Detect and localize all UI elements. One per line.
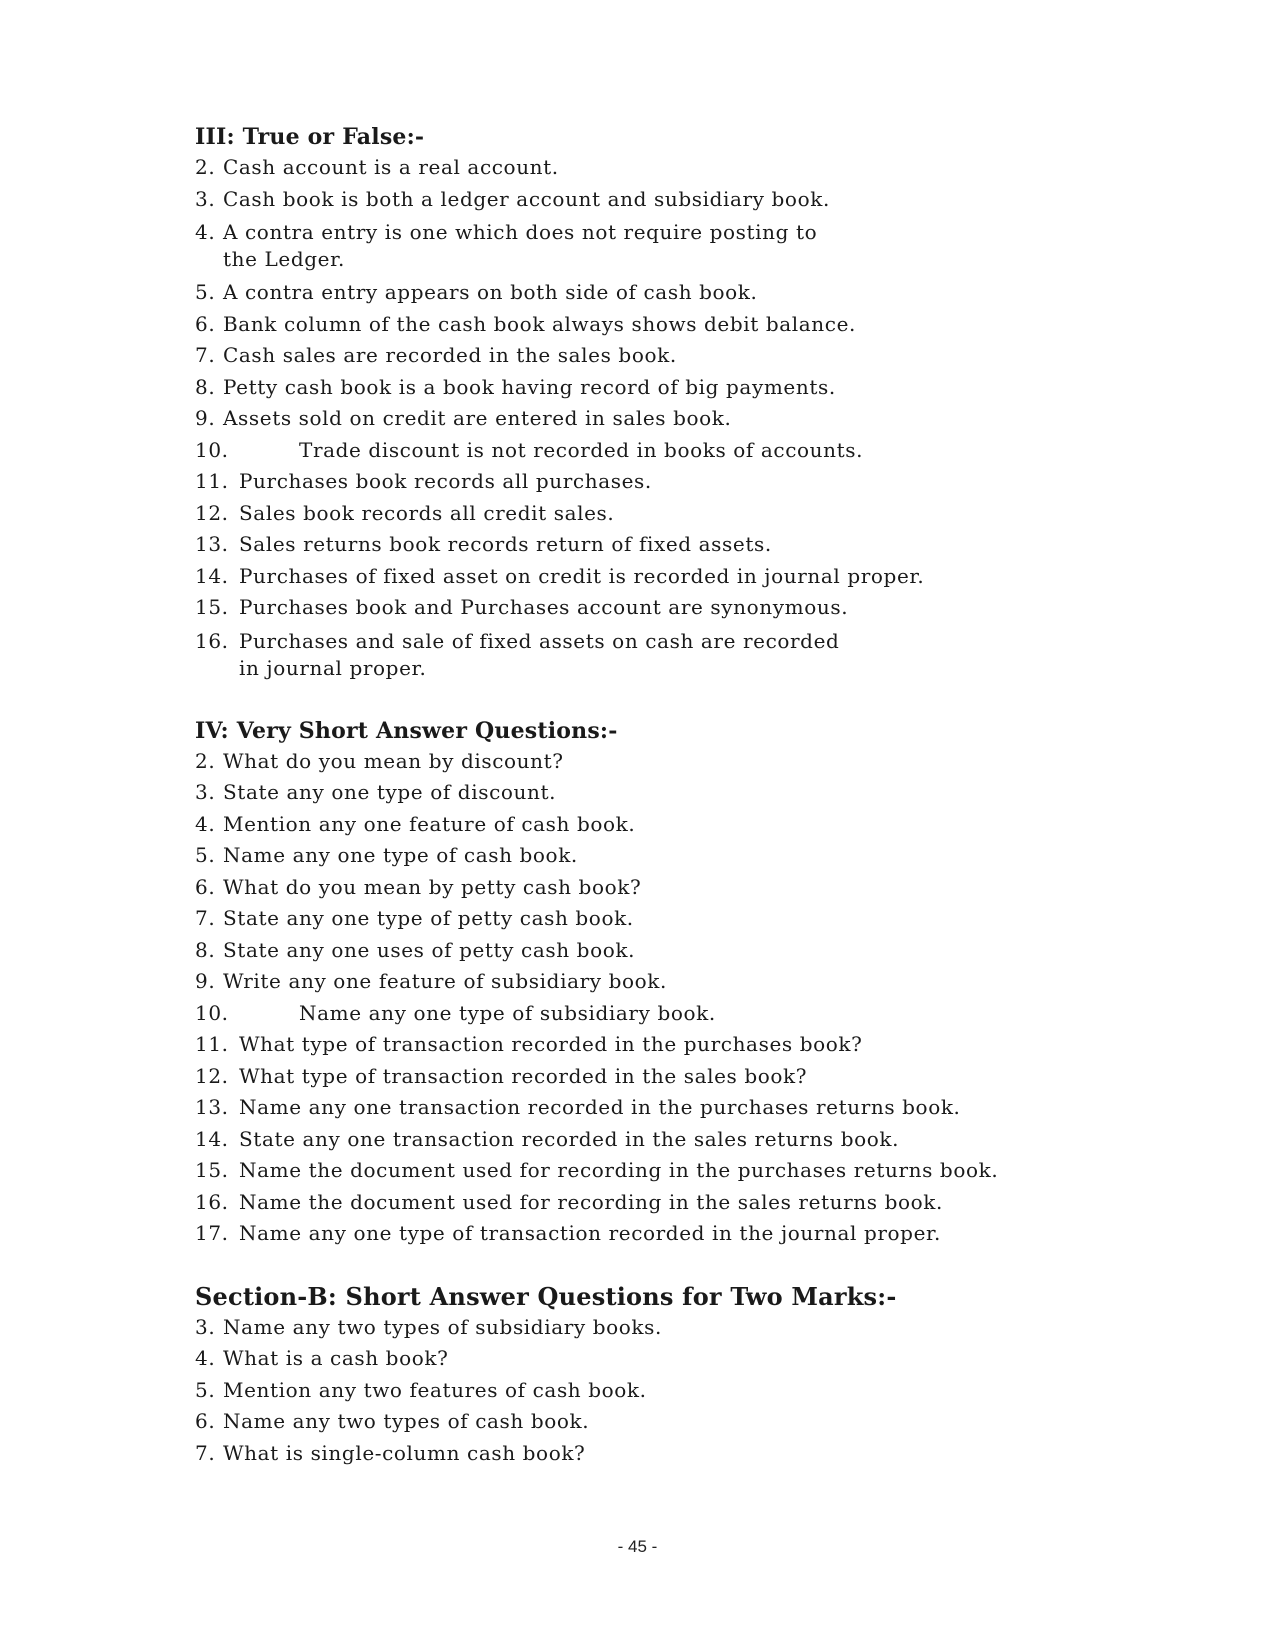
list-item bbox=[195, 372, 1075, 404]
list-item bbox=[195, 1092, 1075, 1124]
item-number: 16. bbox=[195, 628, 229, 653]
item-number: 17. bbox=[195, 1221, 229, 1245]
item-text: Cash sales are recorded in the sales book. bbox=[223, 343, 677, 367]
item-number: 14. bbox=[195, 563, 229, 588]
section-heading-very-short-answer: IV: Very Short Answer Questions:- bbox=[195, 717, 618, 744]
item-text-continuation: the Ledger. bbox=[223, 247, 345, 271]
short-answer-list bbox=[195, 1312, 1075, 1470]
item-text: Mention any two features of cash book. bbox=[223, 1377, 647, 1402]
item-text: What do you mean by petty cash book? bbox=[223, 874, 642, 899]
item-text: Name any one transaction recorded in the purchases returns book. bbox=[239, 1095, 961, 1119]
list-item bbox=[195, 1029, 1075, 1061]
item-text bbox=[223, 219, 817, 273]
item-number: 12. bbox=[195, 500, 229, 525]
item-text: Purchases book records all purchases. bbox=[239, 469, 652, 493]
item-number: 6. bbox=[195, 311, 216, 336]
list-item bbox=[195, 1406, 1075, 1438]
item-number: 6. bbox=[195, 874, 216, 899]
item-number: 9. bbox=[195, 969, 216, 993]
true-or-false-list bbox=[195, 152, 1075, 686]
list-item bbox=[195, 466, 1075, 498]
item-number: 2. bbox=[195, 748, 216, 773]
item-text bbox=[239, 628, 839, 682]
item-text: Sales book records all credit sales. bbox=[239, 500, 615, 525]
item-text: Cash book is both a ledger account and subsidiary book. bbox=[223, 186, 830, 211]
list-item bbox=[195, 1124, 1075, 1156]
item-number: 10. bbox=[195, 437, 229, 462]
list-item bbox=[195, 184, 1075, 216]
list-item bbox=[195, 872, 1075, 904]
very-short-answer-list bbox=[195, 746, 1075, 1250]
item-number: 4. bbox=[195, 220, 216, 244]
list-item bbox=[195, 1187, 1075, 1219]
item-text: Name the document used for recording in the purchases returns book. bbox=[239, 1158, 999, 1182]
section-heading-true-or-false: III: True or False:- bbox=[195, 124, 425, 150]
item-text: Write any one feature of subsidiary book. bbox=[223, 969, 667, 993]
item-number: 13. bbox=[195, 1095, 229, 1119]
list-item bbox=[195, 561, 1075, 593]
list-item bbox=[195, 1155, 1075, 1187]
item-number: 15. bbox=[195, 1158, 229, 1182]
section-heading-short-answer-two-marks: Section-B: Short Answer Questions for Two Marks:- bbox=[195, 1281, 897, 1311]
list-item bbox=[195, 498, 1075, 530]
item-text: Name any two types of subsidiary books. bbox=[223, 1314, 662, 1339]
list-item bbox=[195, 903, 1075, 935]
item-text: Sales returns book records return of fixed assets. bbox=[239, 532, 772, 556]
list-item bbox=[195, 152, 1075, 184]
item-text: State any one uses of petty cash book. bbox=[223, 937, 636, 962]
list-item bbox=[195, 435, 1075, 467]
item-text: Name any one type of transaction recorded in the journal proper. bbox=[239, 1221, 941, 1245]
list-item bbox=[195, 935, 1075, 967]
item-number: 3. bbox=[195, 780, 216, 804]
item-number: 6. bbox=[195, 1409, 216, 1433]
item-number: 5. bbox=[195, 280, 216, 304]
item-number: 4. bbox=[195, 1346, 216, 1370]
item-number: 3. bbox=[195, 1314, 216, 1339]
item-text: Name the document used for recording in the sales returns book. bbox=[239, 1189, 943, 1214]
list-item bbox=[195, 746, 1075, 778]
item-number: 3. bbox=[195, 186, 216, 211]
item-text: State any one type of petty cash book. bbox=[223, 906, 634, 930]
item-text: What is single-column cash book? bbox=[223, 1440, 586, 1465]
item-text: What type of transaction recorded in the purchases book? bbox=[239, 1032, 863, 1056]
list-item bbox=[195, 529, 1075, 561]
item-text: Name any one type of subsidiary book. bbox=[299, 1000, 716, 1025]
item-text: State any one type of discount. bbox=[223, 780, 557, 804]
list-item bbox=[195, 309, 1075, 341]
item-text: What is a cash book? bbox=[223, 1346, 449, 1370]
list-item bbox=[195, 215, 1075, 277]
item-text: Cash account is a real account. bbox=[223, 155, 559, 179]
list-item bbox=[195, 592, 1075, 624]
item-text: A contra entry appears on both side of cash book. bbox=[223, 280, 758, 304]
list-item bbox=[195, 403, 1075, 435]
item-number: 13. bbox=[195, 532, 229, 556]
item-number: 7. bbox=[195, 1440, 216, 1465]
item-text-continuation: in journal proper. bbox=[239, 655, 427, 680]
item-text: Mention any one feature of cash book. bbox=[223, 811, 636, 836]
item-text: Petty cash book is a book having record of big payments. bbox=[223, 374, 836, 399]
item-number: 7. bbox=[195, 906, 216, 930]
item-text: Trade discount is not recorded in books of accounts. bbox=[299, 437, 864, 462]
list-item bbox=[195, 1312, 1075, 1344]
list-item bbox=[195, 777, 1075, 809]
item-text: Bank column of the cash book always shows debit balance. bbox=[223, 311, 856, 336]
item-text-line: A contra entry is one which does not require posting to bbox=[223, 220, 818, 244]
item-text: Purchases book and Purchases account are synonymous. bbox=[239, 595, 849, 619]
list-item bbox=[195, 1061, 1075, 1093]
list-item bbox=[195, 1218, 1075, 1250]
item-number: 4. bbox=[195, 811, 216, 836]
item-number: 2. bbox=[195, 155, 216, 179]
page-content bbox=[195, 122, 1075, 1469]
item-number: 10. bbox=[195, 1000, 229, 1025]
item-text-line: Purchases and sale of fixed assets on cash are recorded bbox=[239, 628, 840, 653]
item-number: 9. bbox=[195, 406, 216, 430]
list-item bbox=[195, 809, 1075, 841]
item-number: 11. bbox=[195, 1032, 229, 1056]
list-item bbox=[195, 624, 1075, 686]
item-number: 8. bbox=[195, 374, 216, 399]
item-number: 15. bbox=[195, 595, 229, 619]
item-number: 5. bbox=[195, 1377, 216, 1402]
list-item bbox=[195, 277, 1075, 309]
item-number: 14. bbox=[195, 1126, 229, 1151]
section-spacer bbox=[195, 686, 1075, 716]
list-item bbox=[195, 340, 1075, 372]
list-item bbox=[195, 840, 1075, 872]
list-item bbox=[195, 1438, 1075, 1470]
item-text: Name any two types of cash book. bbox=[223, 1409, 590, 1433]
item-number: 8. bbox=[195, 937, 216, 962]
item-number: 11. bbox=[195, 469, 229, 493]
item-number: 5. bbox=[195, 843, 216, 867]
list-item bbox=[195, 998, 1075, 1030]
item-text: What type of transaction recorded in the sales book? bbox=[239, 1063, 808, 1088]
item-text: State any one transaction recorded in the sales returns book. bbox=[239, 1126, 900, 1151]
item-text: Name any one type of cash book. bbox=[223, 843, 578, 867]
item-text: What do you mean by discount? bbox=[223, 748, 564, 773]
item-number: 12. bbox=[195, 1063, 229, 1088]
list-item bbox=[195, 966, 1075, 998]
item-number: 16. bbox=[195, 1189, 229, 1214]
item-text: Purchases of fixed asset on credit is recorded in journal proper. bbox=[239, 563, 925, 588]
list-item bbox=[195, 1375, 1075, 1407]
section-spacer bbox=[195, 1250, 1075, 1282]
item-number: 7. bbox=[195, 343, 216, 367]
page-number: - 45 - bbox=[617, 1537, 658, 1556]
list-item bbox=[195, 1343, 1075, 1375]
item-text: Assets sold on credit are entered in sales book. bbox=[223, 406, 732, 430]
